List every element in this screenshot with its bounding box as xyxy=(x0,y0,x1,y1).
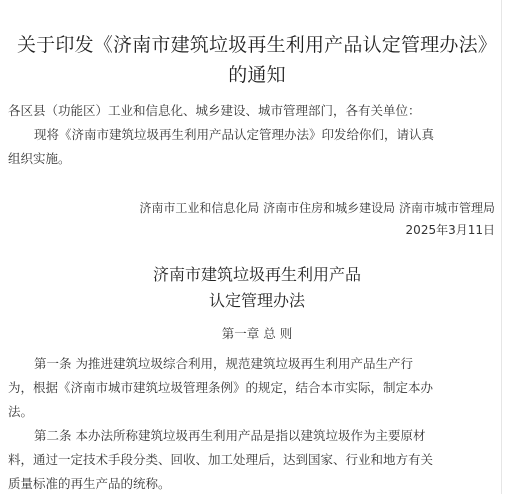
regulation-title xyxy=(0,262,514,314)
article-2-line-1: 第二条 本办法所称建筑垃圾再生利用产品是指以建筑垃圾作为主要原材 xyxy=(34,428,426,443)
issuing-agencies: 济南市工业和信息化局 济南市住房和城乡建设局 济南市城市管理局 xyxy=(139,201,495,215)
notice-body-line-2: 组织实施。 xyxy=(8,151,71,166)
notice-body-line-1: 现将《济南市建筑垃圾再生利用产品认定管理办法》印发给你们，请认真 xyxy=(34,127,435,142)
regulation-title-line-1: 济南市建筑垃圾再生利用产品 xyxy=(152,265,361,284)
article-1 xyxy=(8,352,496,424)
article-2-line-2: 料，通过一定技术手段分类、回收、加工处理后，达到国家、行业和地方有关 xyxy=(8,452,434,467)
article-2 xyxy=(8,424,496,494)
chapter-heading: 第一章 总 则 xyxy=(221,326,293,341)
notice-title-line-2: 的通知 xyxy=(228,64,286,86)
article-1-line-2: 为，根据《济南市城市建筑垃圾管理条例》的规定，结合本市实际，制定本办 xyxy=(8,380,434,395)
regulation-title-line-2: 认定管理办法 xyxy=(208,291,305,310)
notice-signature xyxy=(139,197,495,241)
notice-title-line-1: 关于印发《济南市建筑垃圾再生利用产品认定管理办法》 xyxy=(16,34,497,56)
article-1-line-1: 第一条 为推进建筑垃圾综合利用，规范建筑垃圾再生利用产品生产行 xyxy=(34,356,413,371)
article-1-line-3: 法。 xyxy=(8,404,34,419)
notice-addressee: 各区县（功能区）工业和信息化、城乡建设、城市管理部门，各有关单位： xyxy=(8,103,421,118)
notice-body xyxy=(8,99,496,171)
issue-date: 2025年3月11日 xyxy=(405,223,495,237)
article-2-line-3: 质量标准的再生产品的统称。 xyxy=(8,476,171,491)
notice-title xyxy=(0,32,514,88)
